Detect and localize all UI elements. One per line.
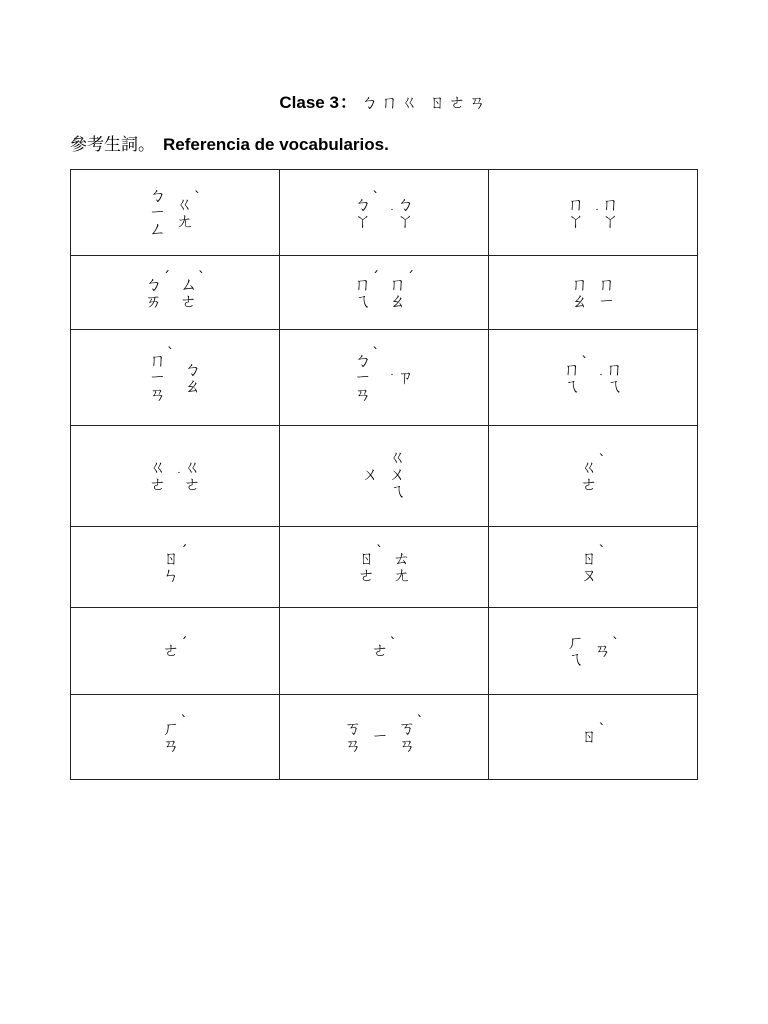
bopomofo-stack: ㄖ ㄣ (162, 548, 180, 586)
subtitle (70, 130, 389, 155)
vocab-word (162, 543, 188, 586)
vocab-cell (280, 607, 489, 694)
tone-mark: ˋ (598, 722, 606, 739)
syllable (594, 194, 619, 232)
vocab-cell (71, 526, 280, 607)
vocab-cell (489, 426, 698, 526)
bopomofo-stack: ㄍ ㄤ (176, 194, 193, 232)
vocab-cell (489, 170, 698, 256)
vocabulary-table-body (71, 170, 698, 780)
syllable (398, 713, 424, 756)
title-separator: ： (339, 93, 357, 112)
vocabulary-table (70, 169, 698, 780)
bopomofo-stack: ㄎ ㄢ (344, 718, 362, 756)
bopomofo-stack: ㄅ ㄠ (184, 359, 201, 397)
tone-mark: ˊ (372, 269, 379, 286)
vocab-word (344, 713, 424, 756)
bopomofo-stack: ㄇ ㄟ (605, 359, 623, 397)
vocab-cell (71, 256, 280, 330)
tone-mark: ˋ (180, 713, 188, 730)
syllable (354, 346, 380, 406)
tone-mark: ˋ (389, 636, 397, 653)
bopomofo-stack: ㄅ ㄚ (354, 194, 372, 232)
bopomofo-stack: ㄇ ㄚ (567, 194, 585, 232)
title-zhuyin: ㄅㄇㄍ ㄖㄜㄢ (360, 93, 489, 112)
bopomofo-stack: ㄖ (580, 727, 598, 748)
syllable (176, 457, 201, 495)
table-row (71, 607, 698, 694)
syllable (358, 543, 383, 586)
bopomofo-stack: ㄜ (162, 641, 180, 662)
syllable (567, 632, 584, 670)
syllable (371, 636, 397, 662)
syllable (372, 729, 389, 746)
tone-mark: ˋ (416, 713, 424, 730)
syllable (389, 269, 414, 312)
vocab-word (149, 457, 201, 495)
neutral-tone-mark: ˙ (176, 469, 182, 483)
syllable (180, 269, 205, 312)
bopomofo-stack: ㄇ ㄧ (598, 274, 615, 312)
table-row (71, 330, 698, 426)
tone-mark: ˋ (198, 269, 205, 286)
vocab-cell (489, 526, 698, 607)
vocab-word (354, 269, 414, 312)
syllable (162, 713, 188, 756)
bopomofo-stack: ㄏ ㄟ (567, 632, 584, 670)
tone-mark: ˊ (407, 269, 414, 286)
table-row (71, 170, 698, 256)
tone-mark: ˋ (376, 543, 383, 560)
bopomofo-stack: ㄇ ㄚ (601, 194, 619, 232)
bopomofo-stack: ㄍ ㄜ (580, 457, 598, 495)
bopomofo-stack: ㄎ ㄢ (398, 718, 416, 756)
syllable (149, 188, 166, 239)
syllable (162, 636, 188, 662)
table-row (71, 256, 698, 330)
table-row (71, 426, 698, 526)
bopomofo-stack: ㄗ (396, 368, 414, 389)
syllable (580, 543, 606, 586)
syllable (571, 274, 588, 312)
vocab-cell (71, 170, 280, 256)
syllable (393, 548, 410, 586)
vocab-cell (280, 170, 489, 256)
subtitle-zh: 參考生詞。 (70, 135, 155, 155)
vocab-word (580, 452, 606, 495)
vocab-word (567, 632, 619, 670)
vocab-word (145, 269, 205, 312)
tone-mark: ˋ (372, 346, 380, 363)
syllable (580, 722, 606, 748)
neutral-tone-mark: ˙ (598, 371, 604, 385)
vocab-cell (280, 694, 489, 779)
bopomofo-stack: ㄖ ㄡ (580, 548, 598, 586)
vocab-word (567, 194, 619, 232)
bopomofo-stack: ㄢ (594, 641, 611, 662)
page-title (0, 88, 768, 113)
tone-mark: ˋ (167, 346, 174, 363)
syllable (389, 370, 414, 387)
bopomofo-stack: ㄧ (371, 727, 389, 748)
bopomofo-stack: ㄇ ㄟ (563, 359, 581, 397)
bopomofo-stack: ㄖ ㄜ (358, 548, 375, 586)
bopomofo-stack: ㄊ ㄤ (393, 548, 410, 586)
neutral-tone-mark: ˙ (389, 206, 395, 220)
bopomofo-stack: ㄨ (362, 465, 379, 486)
syllable (344, 718, 362, 756)
vocab-word (580, 722, 606, 748)
tone-mark: ˋ (612, 636, 619, 653)
vocab-word (162, 636, 188, 662)
title-label: Clase 3 (279, 93, 339, 112)
tone-mark: ˋ (598, 452, 606, 469)
vocab-word (354, 346, 414, 406)
bopomofo-stack: ㄅ ㄧ ㄢ (354, 351, 372, 406)
syllable (389, 194, 414, 232)
bopomofo-stack: ㄏ ㄢ (162, 718, 180, 756)
table-row (71, 694, 698, 779)
bopomofo-stack: ㄍ ㄜ (149, 457, 167, 495)
syllable (354, 269, 379, 312)
vocab-word (580, 543, 606, 586)
bopomofo-stack: ㄇ ㄠ (571, 274, 588, 312)
vocab-word (371, 636, 397, 662)
tone-mark: ˊ (180, 636, 188, 653)
vocab-word (563, 354, 623, 397)
syllable (389, 450, 406, 501)
syllable (567, 194, 585, 232)
syllable (598, 359, 623, 397)
syllable (162, 543, 188, 586)
syllable (354, 189, 380, 232)
neutral-tone-mark: ˙ (594, 206, 600, 220)
vocab-word (149, 346, 201, 406)
bopomofo-stack: ㄙ ㄜ (180, 274, 197, 312)
syllable (594, 636, 619, 662)
vocab-cell (280, 526, 489, 607)
bopomofo-stack: ㄅ ㄚ (396, 194, 414, 232)
bopomofo-stack: ㄅ ㄞ (145, 274, 162, 312)
vocab-cell (489, 694, 698, 779)
tone-mark: ˋ (372, 189, 380, 206)
syllable (362, 467, 379, 484)
syllable (598, 274, 615, 312)
bopomofo-stack: ㄅ ㄧ ㄥ (149, 186, 166, 241)
bopomofo-stack: ㄇ ㄠ (389, 274, 406, 312)
vocab-cell (489, 330, 698, 426)
vocab-cell (489, 607, 698, 694)
vocab-cell (280, 330, 489, 426)
bopomofo-stack: ㄇ ㄟ (354, 274, 371, 312)
table-row (71, 526, 698, 607)
tone-mark: ˋ (581, 354, 589, 371)
vocab-cell (71, 330, 280, 426)
syllable (563, 354, 589, 397)
vocab-word (149, 188, 201, 239)
bopomofo-stack: ㄜ (371, 641, 389, 662)
vocab-cell (71, 607, 280, 694)
tone-mark: ˋ (194, 189, 201, 206)
tone-mark: ˊ (180, 543, 188, 560)
subtitle-en: Referencia de vocabularios. (163, 135, 389, 154)
syllable (149, 346, 174, 406)
vocab-word (571, 274, 615, 312)
vocab-word (354, 189, 414, 232)
vocab-cell (71, 694, 280, 779)
vocab-word (358, 543, 410, 586)
tone-mark: ˋ (598, 543, 606, 560)
syllable (580, 452, 606, 495)
tone-mark: ˊ (163, 269, 170, 286)
vocab-word (362, 450, 406, 501)
bopomofo-stack: ㄇ ㄧ ㄢ (149, 351, 166, 406)
syllable (145, 269, 170, 312)
syllable (176, 189, 201, 232)
vocab-cell (489, 256, 698, 330)
vocab-word (162, 713, 188, 756)
vocab-cell (280, 426, 489, 526)
syllable (184, 359, 201, 397)
bopomofo-stack: ㄍ ㄜ (183, 457, 201, 495)
syllable (149, 457, 167, 495)
vocab-cell (71, 426, 280, 526)
bopomofo-stack: ㄍ ㄨ ㄟ (389, 448, 406, 503)
neutral-tone-mark: ˙ (389, 371, 395, 385)
vocab-cell (280, 256, 489, 330)
